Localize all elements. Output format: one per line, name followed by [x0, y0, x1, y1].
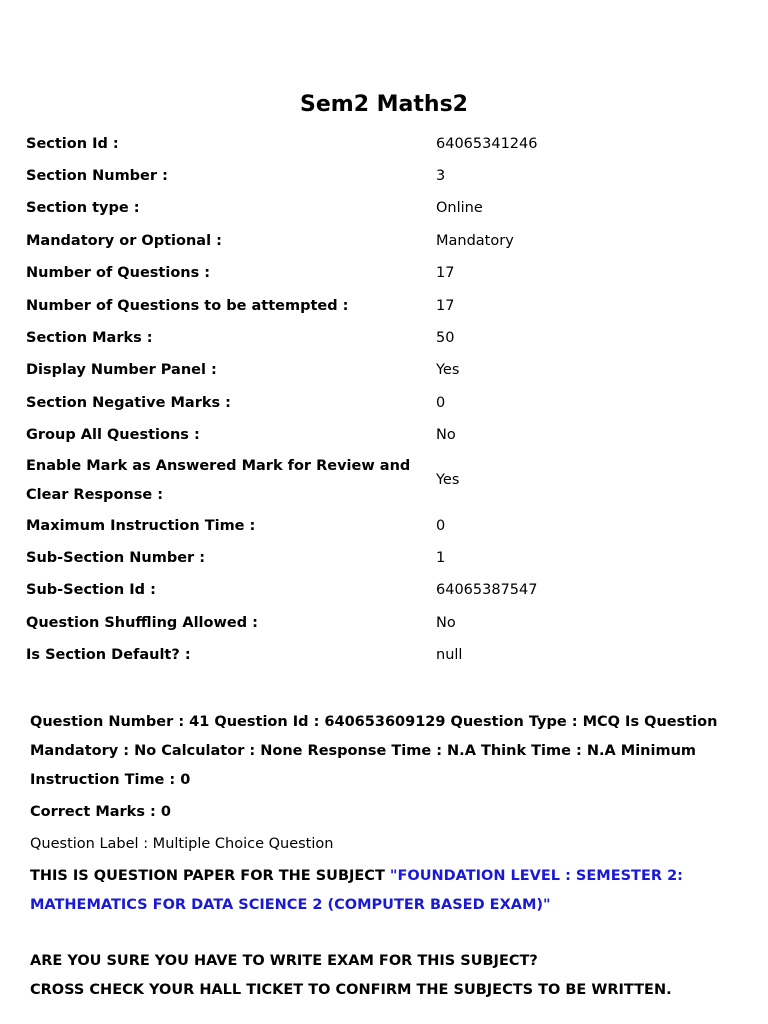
table-row — [26, 452, 746, 510]
table-row — [26, 322, 746, 354]
subject-name: "FOUNDATION LEVEL : SEMESTER 2: MATHEMATICS FOR DATA SCIENCE 2 (COMPUTER BASED EXAM)" — [30, 868, 683, 913]
row-label: Section Number : — [26, 168, 168, 185]
row-value: Yes — [436, 472, 460, 489]
table-row — [26, 639, 746, 671]
table-row — [26, 160, 746, 192]
row-value: 0 — [436, 394, 446, 411]
page-title: Sem2 Maths2 — [300, 92, 468, 117]
row-value: 3 — [436, 168, 446, 185]
table-row — [26, 542, 746, 574]
table-row — [26, 420, 746, 452]
row-label: Enable Mark as Answered Mark for Review and Clear Response : — [26, 457, 411, 503]
table-row — [26, 510, 746, 542]
row-value: 64065341246 — [436, 135, 538, 152]
row-value: No — [436, 427, 456, 444]
subject-prefix: THIS IS QUESTION PAPER FOR THE SUBJECT — [30, 868, 385, 884]
row-value: Mandatory — [436, 232, 514, 249]
table-row — [26, 355, 746, 387]
row-label: Section Negative Marks : — [26, 394, 231, 411]
row-label: Maximum Instruction Time : — [26, 517, 256, 534]
table-row — [26, 290, 746, 322]
question-meta: Question Number : 41 Question Id : 640653609129 Question Type : MCQ Is Question Mandatory : No Calculator : None Response Time : N.A Think Time : N.A Minimum Instruction Time : 0 — [30, 714, 718, 788]
table-row — [26, 387, 746, 419]
row-value: Online — [436, 200, 483, 217]
row-value: null — [436, 647, 463, 664]
table-row — [26, 607, 746, 639]
table-row — [26, 225, 746, 257]
row-label: Mandatory or Optional : — [26, 232, 222, 249]
row-label: Display Number Panel : — [26, 362, 217, 379]
confirm-line: ARE YOU SURE YOU HAVE TO WRITE EXAM FOR THIS SUBJECT? — [30, 953, 538, 969]
row-label: Group All Questions : — [26, 427, 200, 444]
row-value: 0 — [436, 517, 446, 534]
table-row — [26, 575, 746, 607]
question-block — [30, 708, 755, 1005]
row-value: No — [436, 614, 456, 631]
confirm-line: CROSS CHECK YOUR HALL TICKET TO CONFIRM THE SUBJECTS TO BE WRITTEN. — [30, 982, 672, 998]
row-value: Yes — [436, 362, 460, 379]
confirmation-notice — [30, 947, 755, 1005]
correct-marks: Correct Marks : 0 — [30, 804, 171, 820]
row-value: 64065387547 — [436, 582, 538, 599]
row-value: 17 — [436, 265, 455, 282]
section-details-table — [26, 128, 746, 672]
row-label: Sub-Section Id : — [26, 582, 156, 599]
row-label: Section type : — [26, 200, 140, 217]
row-value: 1 — [436, 549, 446, 566]
row-label: Is Section Default? : — [26, 647, 191, 664]
row-label: Section Id : — [26, 135, 119, 152]
row-label: Question Shuffling Allowed : — [26, 614, 258, 631]
table-row — [26, 128, 746, 160]
row-value: 50 — [436, 330, 455, 347]
subject-statement — [30, 862, 755, 920]
row-label: Number of Questions to be attempted : — [26, 297, 349, 314]
table-row — [26, 193, 746, 225]
row-label: Section Marks : — [26, 330, 153, 347]
question-label: Question Label : Multiple Choice Question — [30, 836, 334, 852]
row-label: Number of Questions : — [26, 265, 211, 282]
table-row — [26, 258, 746, 290]
row-value: 17 — [436, 297, 455, 314]
row-label: Sub-Section Number : — [26, 549, 206, 566]
